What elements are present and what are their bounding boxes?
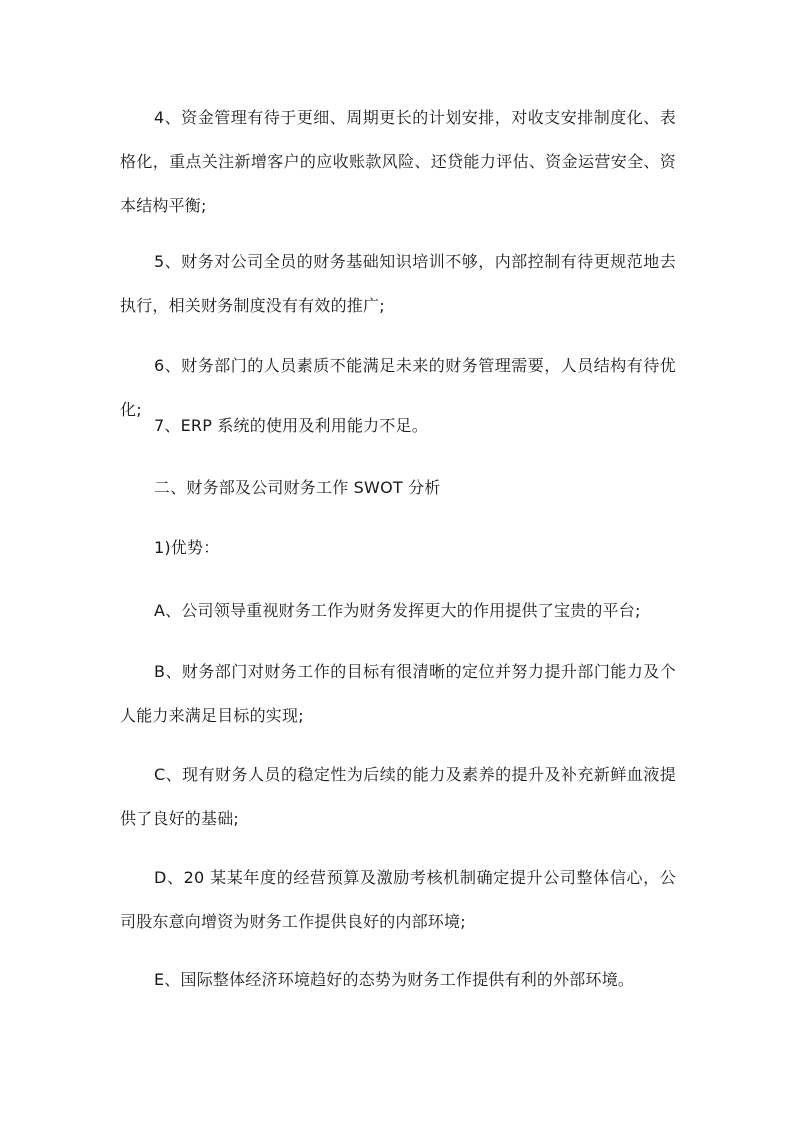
subheading-strengths: 1)优势：	[154, 538, 220, 557]
strength-item-e: E、国际整体经济环境趋好的态势为财务工作提供有利的外部环境。	[154, 970, 635, 989]
strength-item-b: B、财务部门对财务工作的目标有很清晰的定位并努力提升部门能力及个人能力来满足目标的实现;	[120, 662, 676, 725]
section-heading-swot: 二、财务部及公司财务工作 SWOT 分析	[154, 478, 441, 497]
paragraph-item-4: 4、资金管理有待于更细、周期更长的计划安排，对收支安排制度化、表格化，重点关注新增客户的应收账款风险、还贷能力评估、资金运营安全、资本结构平衡;	[120, 108, 676, 215]
paragraph-item-5: 5、财务对公司全员的财务基础知识培训不够，内部控制有待更规范地去执行，相关财务制度没有有效的推广;	[120, 252, 676, 315]
strength-item-a: A、公司领导重视财务工作为财务发挥更大的作用提供了宝贵的平台;	[154, 601, 641, 620]
paragraph-item-7: 7、ERP 系统的使用及利用能力不足。	[154, 416, 428, 435]
paragraph-item-6: 6、财务部门的人员素质不能满足未来的财务管理需要，人员结构有待优化;	[120, 356, 676, 419]
strength-item-c: C、现有财务人员的稳定性为后续的能力及素养的提升及补充新鲜血液提供了良好的基础;	[120, 765, 676, 828]
strength-item-d: D、20 某某年度的经营预算及激励考核机制确定提升公司整体信心，公司股东意向增资为财务工作提供良好的内部环境;	[120, 868, 676, 931]
